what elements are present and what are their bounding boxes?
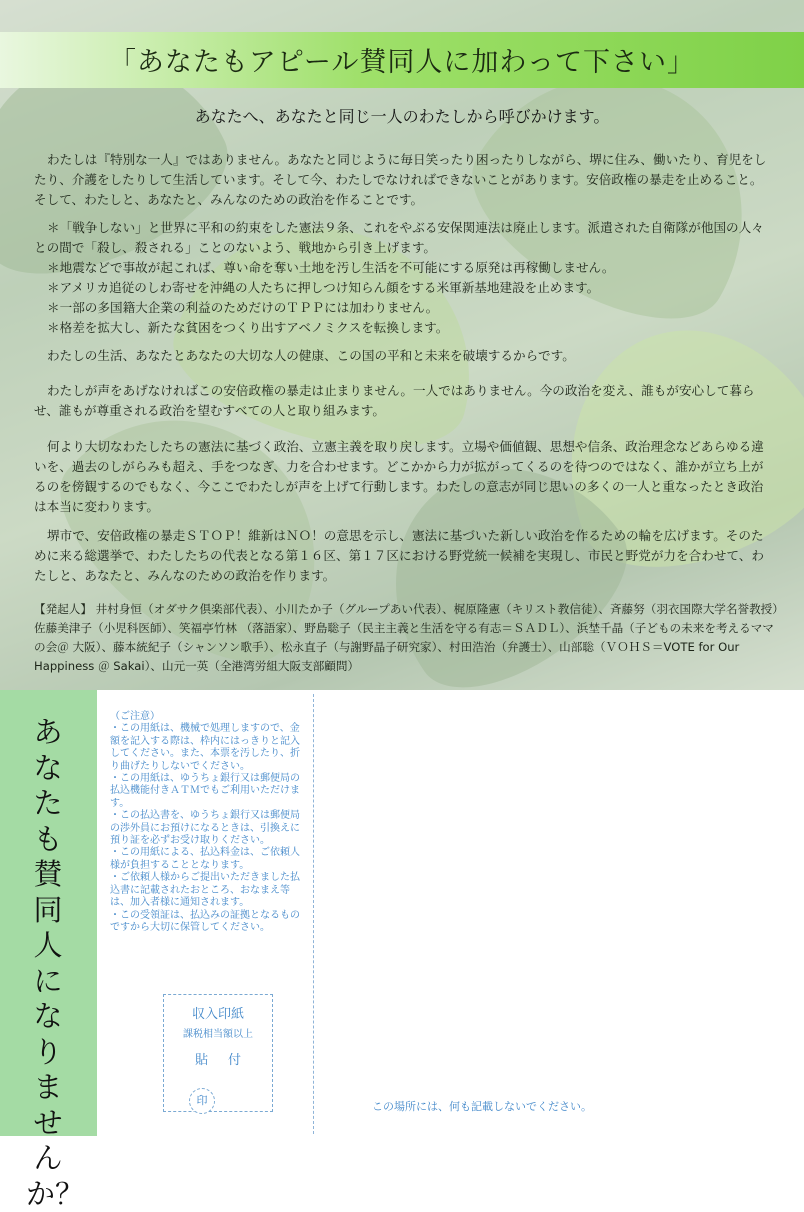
paragraph-constitution: 何より大切なわたしたちの憲法に基づく政治、立憲主義を取り戻します。立場や価値観、思想や信条、政治理念などあらゆる違いを、過去のしがらみも超え、手をつなぎ、力を合わせます。どこかから力が拡がってくるのを待つのではなく、誰かが立ち上がるのを傍観するのでもなく、今ここでわたしが声を上げて行動します。わたしの意志が同じ思いの多くの一人と重なったとき政治は本当に変わります。 xyxy=(34,439,764,514)
pledge-list xyxy=(34,218,770,338)
pledge-item: ＊「戦争しない」と世界に平和の約束をした憲法９条、これをやぶる安保関連法は廃止します。派遣された自衛隊が他国の人々との間で「殺し、殺される」ことのないよう、戦地から引き上げます。 xyxy=(34,220,764,255)
pledge-item: ＊アメリカ追従のしわ寄せを沖縄の人たちに押しつけ知らん顔をする米軍新基地建設を止めます。 xyxy=(47,280,600,295)
pledge-item: ＊一部の多国籍大企業の利益のためだけのＴＰＰには加わりません。 xyxy=(47,300,439,315)
form-note-line: ・ご依頼人様からご提出いただきました払込書に記載されたおところ、おなまえ等は、加入者様に通知されます。 xyxy=(110,872,300,909)
pledge-item: ＊地震などで事故が起これば、尊い命を奪い土地を汚し生活を不可能にする原発は再稼働しません。 xyxy=(47,260,615,275)
seal-mark: 印 xyxy=(189,1088,215,1114)
lead-heading: あなたへ、あなたと同じ一人のわたしから呼びかけます。 xyxy=(194,107,610,126)
form-note-line: ・この用紙は、ゆうちょ銀行又は郵便局の払込機能付きＡＴＭでもご利用いただけます。 xyxy=(110,773,300,809)
stamp-sublabel: 課税相当額以上 xyxy=(183,1029,253,1040)
sidebar-vertical-text: あなたも賛同人になりませんか？ xyxy=(26,715,85,1211)
paragraph-voice: わたしが声をあげなければこの安倍政権の暴走は止まりません。一人ではありません。今の政治を変え、誰もが安心して暮らせ、誰もが尊重される政治を望むすべての人と取り組みます。 xyxy=(34,383,755,418)
form-note-line: （ご注意） xyxy=(110,711,160,722)
paragraph-intro: わたしは『特別な一人』ではありません。あなたと同じように毎日笑ったり困ったりしながら、堺に住み、働いたり、育児をしたり、介護をしたりして生活しています。そして今、わたしでなければできないことがあります。安倍政権の暴走を止めること。そして、わたしと、あなたと、みんなのための政治を作ることです。 xyxy=(34,152,767,207)
page-title: 「あなたもアピール賛同人に加わって下さい」 xyxy=(108,47,696,78)
paragraph-sakai: 堺市で、安倍政権の暴走ＳＴＯＰ！維新はＮＯ！の意思を示し、憲法に基づいた新しい政治を作るための輪を広げます。そのために来る総選挙で、わたしたちの代表となる第１６区、第１７区における野党統一候補を実現し、市民と野党が力を合わせて、わたしと、あなたと、みんなのための政治を作ります。 xyxy=(34,528,764,583)
form-note-line: ・この用紙による、払込料金は、ご依頼人様が負担することとなります。 xyxy=(110,847,300,871)
form-notes xyxy=(110,711,306,934)
form-note-line: ・この用紙は、機械で処理しますので、金額を記入する際は、枠内にはっきりと記入してください。また、本票を汚したり、折り曲げたりしないでください。 xyxy=(110,723,300,772)
form-note-line: ・この受領証は、払込みの証拠となるものですから大切に保管してください。 xyxy=(110,909,300,933)
form-note-line: ・この払込書を、ゆうちょ銀行又は郵便局の渉外員にお預けになるときは、引換えに預り証を必ずお受け取りください。 xyxy=(110,810,300,847)
footer-note: この場所には、何も記載しないでください。 xyxy=(372,1100,592,1113)
cut-line xyxy=(313,694,314,1134)
stamp-affix-label: 貼付 xyxy=(194,1053,261,1068)
paragraph-reason: わたしの生活、あなたとあなたの大切な人の健康、この国の平和と未来を破壊するからです。 xyxy=(47,348,575,363)
stamp-label: 収入印紙 xyxy=(191,1007,244,1022)
pledge-item: ＊格差を拡大し、新たな貧困をつくり出すアベノミクスを転換します。 xyxy=(47,320,449,335)
founders-list: 【発起人】 井村身恒（オダサク倶楽部代表）、小川たか子（グループあい代表）、梶原隆憲（キリスト教信徒）、斉藤努（羽衣国際大学名誉教授）佐藤美津子（小児科医師）、笑福亭竹林 （落語家）、野島聡子（民主主義と生活を守る有志＝ＳＡＤＬ）、浜埜千晶（子どもの未来を考えるママの会＠ 大阪）、藤本統紀子（シャンソン歌手）、松永直子（与謝野晶子研究家）、村田浩治（弁護士）、山部聡（ＶＯＨＳ＝VOTE for Our Happiness ＠ Sakai）、山元一英（全港湾労組大阪支部顧問） xyxy=(34,602,779,673)
